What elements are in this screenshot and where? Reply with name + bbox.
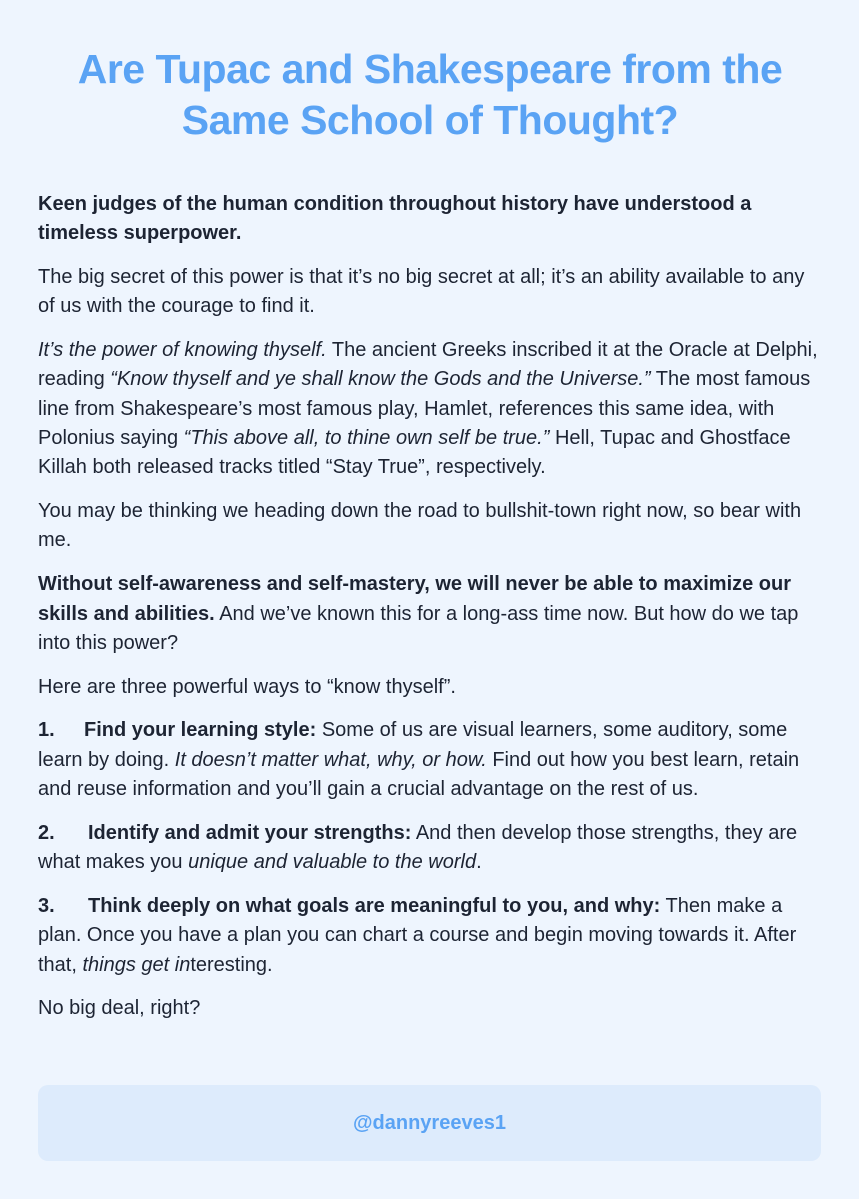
closing-line: No big deal, right? xyxy=(38,997,201,1020)
paragraph-text: And we’ve known this for a long-ass time now. But how do we tap into this power? xyxy=(38,602,799,654)
list-item xyxy=(38,716,822,804)
article xyxy=(38,44,822,1038)
paragraph-know-thyself xyxy=(38,336,822,482)
page-title: Are Tupac and Shakespeare from the Same School of Thought? xyxy=(77,46,783,143)
intro-paragraph xyxy=(38,190,822,249)
list-item-heading: Identify and admit your strengths: xyxy=(88,821,412,844)
list-item-italic: things get in xyxy=(82,953,191,976)
quote-polonius: “This above all, to thine own self be true.” xyxy=(183,427,550,450)
quote-delphi: “Know thyself and ye shall know the Gods and the Universe.” xyxy=(110,368,651,391)
list-item-text: Some of us are visual learners, some auditory, some learn by doing. xyxy=(38,719,788,771)
article-body xyxy=(38,190,822,1024)
list-item-text: And then develop those strengths, they are what makes you xyxy=(38,821,798,874)
author-handle[interactable]: @dannyreeves1 xyxy=(353,1111,506,1134)
italic-phrase: It’s the power of knowing thyself. xyxy=(38,339,327,362)
list-item-text: teresting. xyxy=(190,953,273,976)
paragraph-text: The ancient Greeks inscribed it at the Oracle at Delphi, reading xyxy=(38,339,818,391)
paragraph-three-ways: Here are three powerful ways to “know thyself”. xyxy=(38,675,456,698)
list-item-italic: It doesn’t matter what, why, or how. xyxy=(174,748,487,771)
list-item-number: 1. xyxy=(38,719,55,742)
list-item-italic: unique and valuable to the world xyxy=(188,851,477,874)
paragraph-self-awareness xyxy=(38,570,822,658)
list-item-number: 2. xyxy=(38,821,55,844)
list-item-heading: Think deeply on what goals are meaningful to you, and why: xyxy=(88,894,661,917)
list-item-text: . xyxy=(476,851,482,874)
list-item-text: Then make a plan. Once you have a plan you can chart a course and begin moving towards it. After that, xyxy=(38,894,797,976)
paragraph-secret: The big secret of this power is that it’s no big secret at all; it’s an ability available to any of us with the courage to find it. xyxy=(38,266,805,318)
list-item-number: 3. xyxy=(38,894,55,917)
paragraph-bear-with-me: You may be thinking we heading down the road to bullshit-town right now, so bear with me. xyxy=(38,500,802,552)
list-item-text: Find out how you best learn, retain and reuse information and you’ll gain a crucial advantage on the rest of us. xyxy=(38,748,800,801)
intro-lead: Keen judges of the human condition throughout history have understood a timeless superpower. xyxy=(38,193,752,245)
footer-banner xyxy=(38,1085,821,1161)
bold-statement: Without self-awareness and self-mastery, we will never be able to maximize our skills and abilities. xyxy=(38,573,792,625)
paragraph-text: The most famous line from Shakespeare’s most famous play, Hamlet, references this same idea, with Polonius saying xyxy=(38,368,811,450)
list-item xyxy=(38,892,822,980)
paragraph-text: Hell, Tupac and Ghostface Killah both released tracks titled “Stay True”, respectively. xyxy=(38,427,791,479)
list-item-heading: Find your learning style: xyxy=(84,719,317,742)
list-item xyxy=(38,819,822,878)
